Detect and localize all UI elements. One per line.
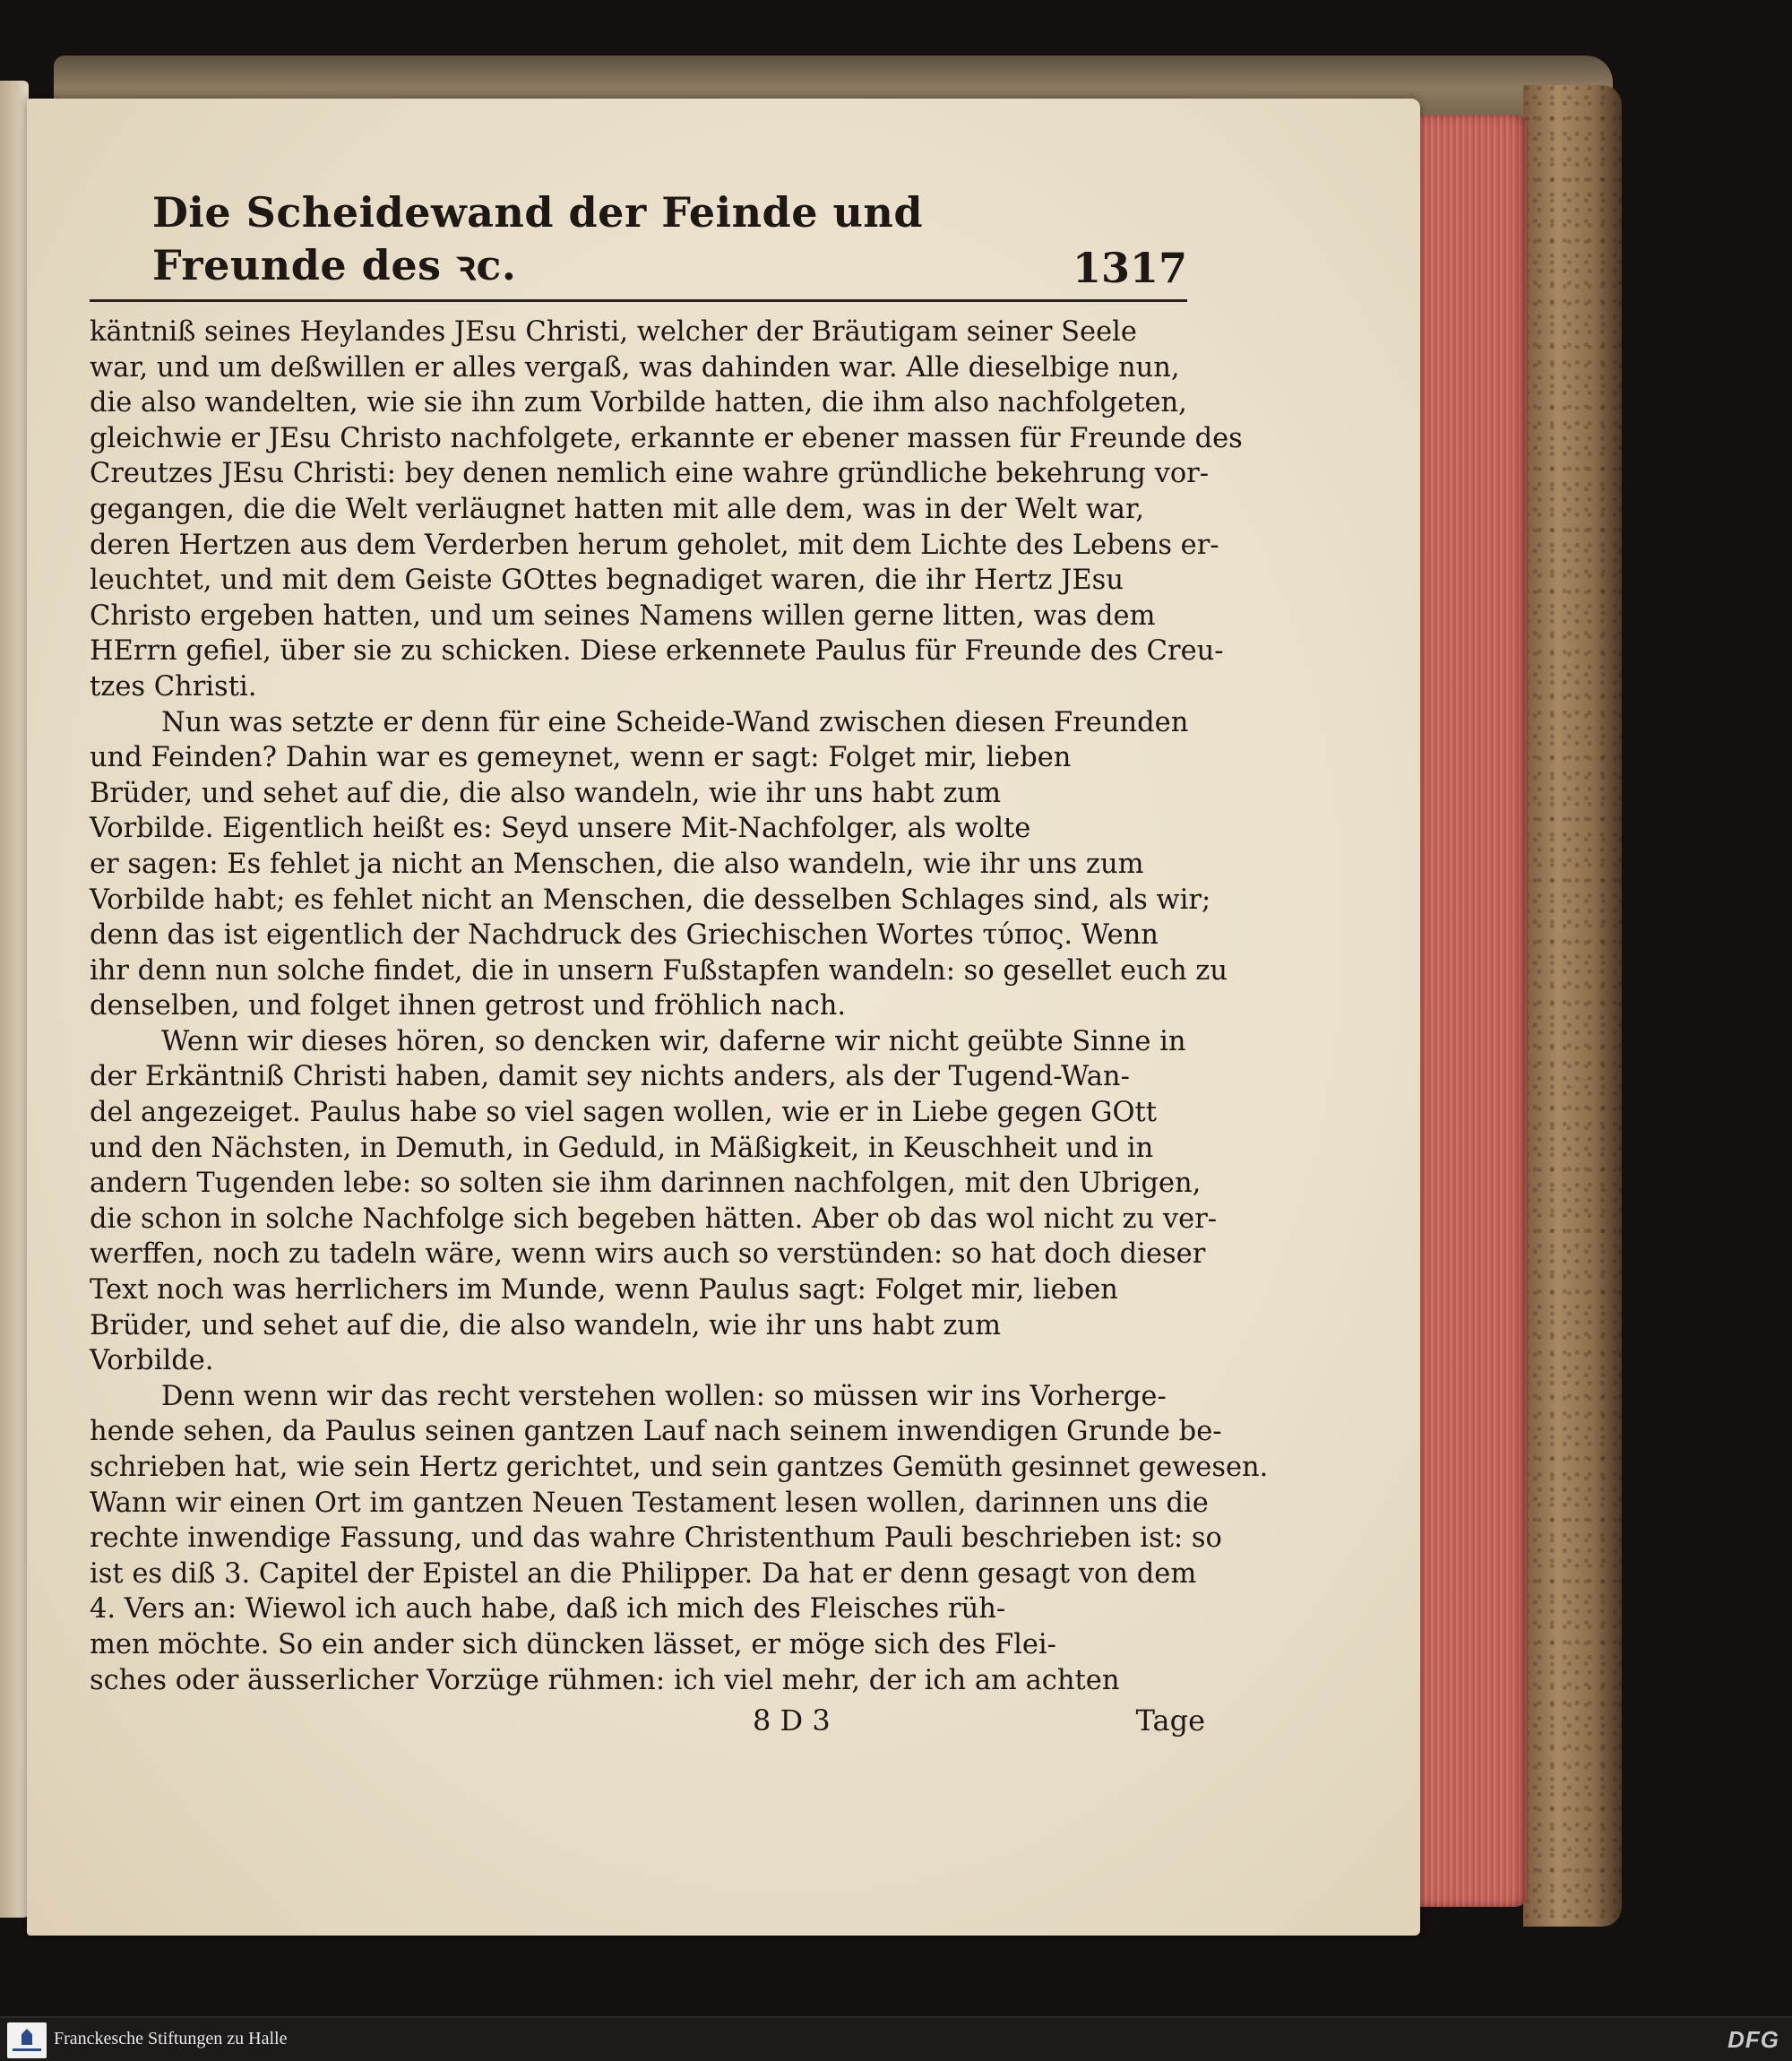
text-line: die also wandelten, wie sie ihn zum Vorbilde hatten, die ihm also nachfolgeten,: [90, 387, 1187, 419]
text-line: deren Hertzen aus dem Verderben herum geholet, mit dem Lichte des Lebens er-: [90, 529, 1219, 561]
paragraph-start-line: Nun was setzte er denn für eine Scheide-Wand zwischen diesen Freunden: [161, 706, 1189, 738]
page-text-block: [90, 188, 1269, 1745]
text-line: Wann wir einen Ort im gantzen Neuen Testament lesen wollen, darinnen uns die: [90, 1487, 1209, 1519]
page-block-red-edges: [1402, 115, 1528, 1907]
text-line: leuchtet, und mit dem Geiste GOttes begnadiget waren, die ihr Hertz JEsu: [90, 565, 1124, 597]
text-line: war, und um deßwillen er alles vergaß, was dahinden war. Alle dieselbige nun,: [90, 351, 1180, 384]
text-line: 4. Vers an: Wiewol ich auch habe, daß ich mich des Fleisches rüh-: [90, 1593, 1006, 1626]
text-line: denn das ist eigentlich der Nachdruck des Griechischen Wortes τύπος. Wenn: [90, 919, 1159, 952]
text-line: er sagen: Es fehlet ja nicht an Menschen, die also wandeln, wie ihr uns zum: [90, 848, 1144, 880]
text-line: ihr denn nun solche findet, die in unsern Fußstapfen wandeln: so gesellet euch zu: [90, 954, 1228, 987]
page-header: [90, 188, 1187, 302]
text-line: sches oder äusserlicher Vorzüge rühmen: ich viel mehr, der ich am achten: [90, 1664, 1120, 1696]
book-cover-right-edge: [1523, 85, 1622, 1927]
catchword: Tage: [1135, 1703, 1205, 1738]
text-line: denselben, und folget ihnen getrost und fröhlich nach.: [90, 990, 847, 1022]
text-line: men möchte. So ein ander sich düncken lässet, er möge sich des Flei-: [90, 1628, 1056, 1660]
text-line: schrieben hat, wie sein Hertz gerichtet, und sein gantzes Gemüth gesinnet gewesen.: [90, 1452, 1269, 1483]
text-line: der Erkäntniß Christi haben, damit sey nichts anders, als der Tugend-Wan-: [90, 1061, 1130, 1093]
text-line: und den Nächsten, in Demuth, in Geduld, in Mäßigkeit, in Keuschheit und in: [90, 1132, 1154, 1164]
text-line: werffen, noch zu tadeln wäre, wenn wirs auch so verstünden: so hat doch dieser: [90, 1238, 1206, 1271]
page-number: 1317: [1072, 244, 1187, 292]
text-line: Vorbilde.: [90, 1345, 214, 1377]
text-line: del angezeiget. Paulus habe so viel sagen wollen, wie er in Liebe gegen GOtt: [90, 1097, 1158, 1129]
previous-page-edge: [0, 81, 29, 1918]
body-text: [90, 315, 1269, 1698]
text-line: gegangen, die die Welt verläugnet hatten mit alle dem, was in der Welt war,: [90, 493, 1144, 525]
text-line: Text noch was herrlichers im Munde, wenn Paulus sagt: Folget mir, lieben: [90, 1274, 1118, 1306]
institution-name: Franckesche Stiftungen zu Halle: [54, 2029, 288, 2048]
text-line: käntniß seines Heylandes JEsu Christi, welcher der Bräutigam seiner Seele: [90, 316, 1137, 348]
dfg-logo[interactable]: DFG: [1727, 2026, 1779, 2053]
foundation-logo-icon[interactable]: [7, 2022, 47, 2058]
text-line: und Feinden? Dahin war es gemeynet, wenn er sagt: Folget mir, lieben: [90, 742, 1072, 774]
text-line: Creutzes JEsu Christi: bey denen nemlich eine wahre gründliche bekehrung vor-: [90, 458, 1210, 490]
signature-mark: 8 D 3: [753, 1703, 831, 1738]
text-line: Brüder, und sehet auf die, die also wandeln, wie ihr uns habt zum: [90, 1309, 1002, 1341]
page-footer: [90, 1703, 1205, 1745]
running-title: Die Scheidewand der Feinde und Freunde des ꝛc.: [152, 188, 924, 289]
text-line: ist es diß 3. Capitel der Epistel an die Philipper. Da hat er denn gesagt von dem: [90, 1557, 1197, 1590]
text-line: gleichwie er JEsu Christo nachfolgete, erkannte er ebener massen für Freunde des: [90, 422, 1243, 454]
text-line: Vorbilde habt; es fehlet nicht an Menschen, die desselben Schlages sind, als wir;: [90, 884, 1211, 916]
text-line: andern Tugenden lebe: so solten sie ihm darinnen nachfolgen, mit den Ubrigen,: [90, 1168, 1202, 1200]
attribution-bar: [0, 2016, 1792, 2061]
text-line: rechte inwendige Fassung, und das wahre Christenthum Pauli beschrieben ist: so: [90, 1522, 1222, 1555]
paragraph-start-line: Denn wenn wir das recht verstehen wollen: so müssen wir ins Vorherge-: [161, 1380, 1167, 1412]
text-line: HErrn gefiel, über sie zu schicken. Diese erkennete Paulus für Freunde des Creu-: [90, 635, 1224, 668]
text-line: hende sehen, da Paulus seinen gantzen Lauf nach seinem inwendigen Grunde be-: [90, 1416, 1222, 1448]
text-line: Vorbilde. Eigentlich heißt es: Seyd unsere Mit-Nachfolger, als wolte: [90, 813, 1031, 845]
text-line: Christo ergeben hatten, und um seines Namens willen gerne litten, was dem: [90, 599, 1156, 632]
book-page: [27, 99, 1420, 1936]
text-line: Brüder, und sehet auf die, die also wandeln, wie ihr uns habt zum: [90, 777, 1002, 809]
text-line: die schon in solche Nachfolge sich begeben hätten. Aber ob das wol nicht zu ver-: [90, 1203, 1218, 1235]
text-line: tzes Christi.: [90, 670, 257, 703]
paragraph-start-line: Wenn wir dieses hören, so dencken wir, daferne wir nicht geübte Sinne in: [161, 1025, 1186, 1057]
